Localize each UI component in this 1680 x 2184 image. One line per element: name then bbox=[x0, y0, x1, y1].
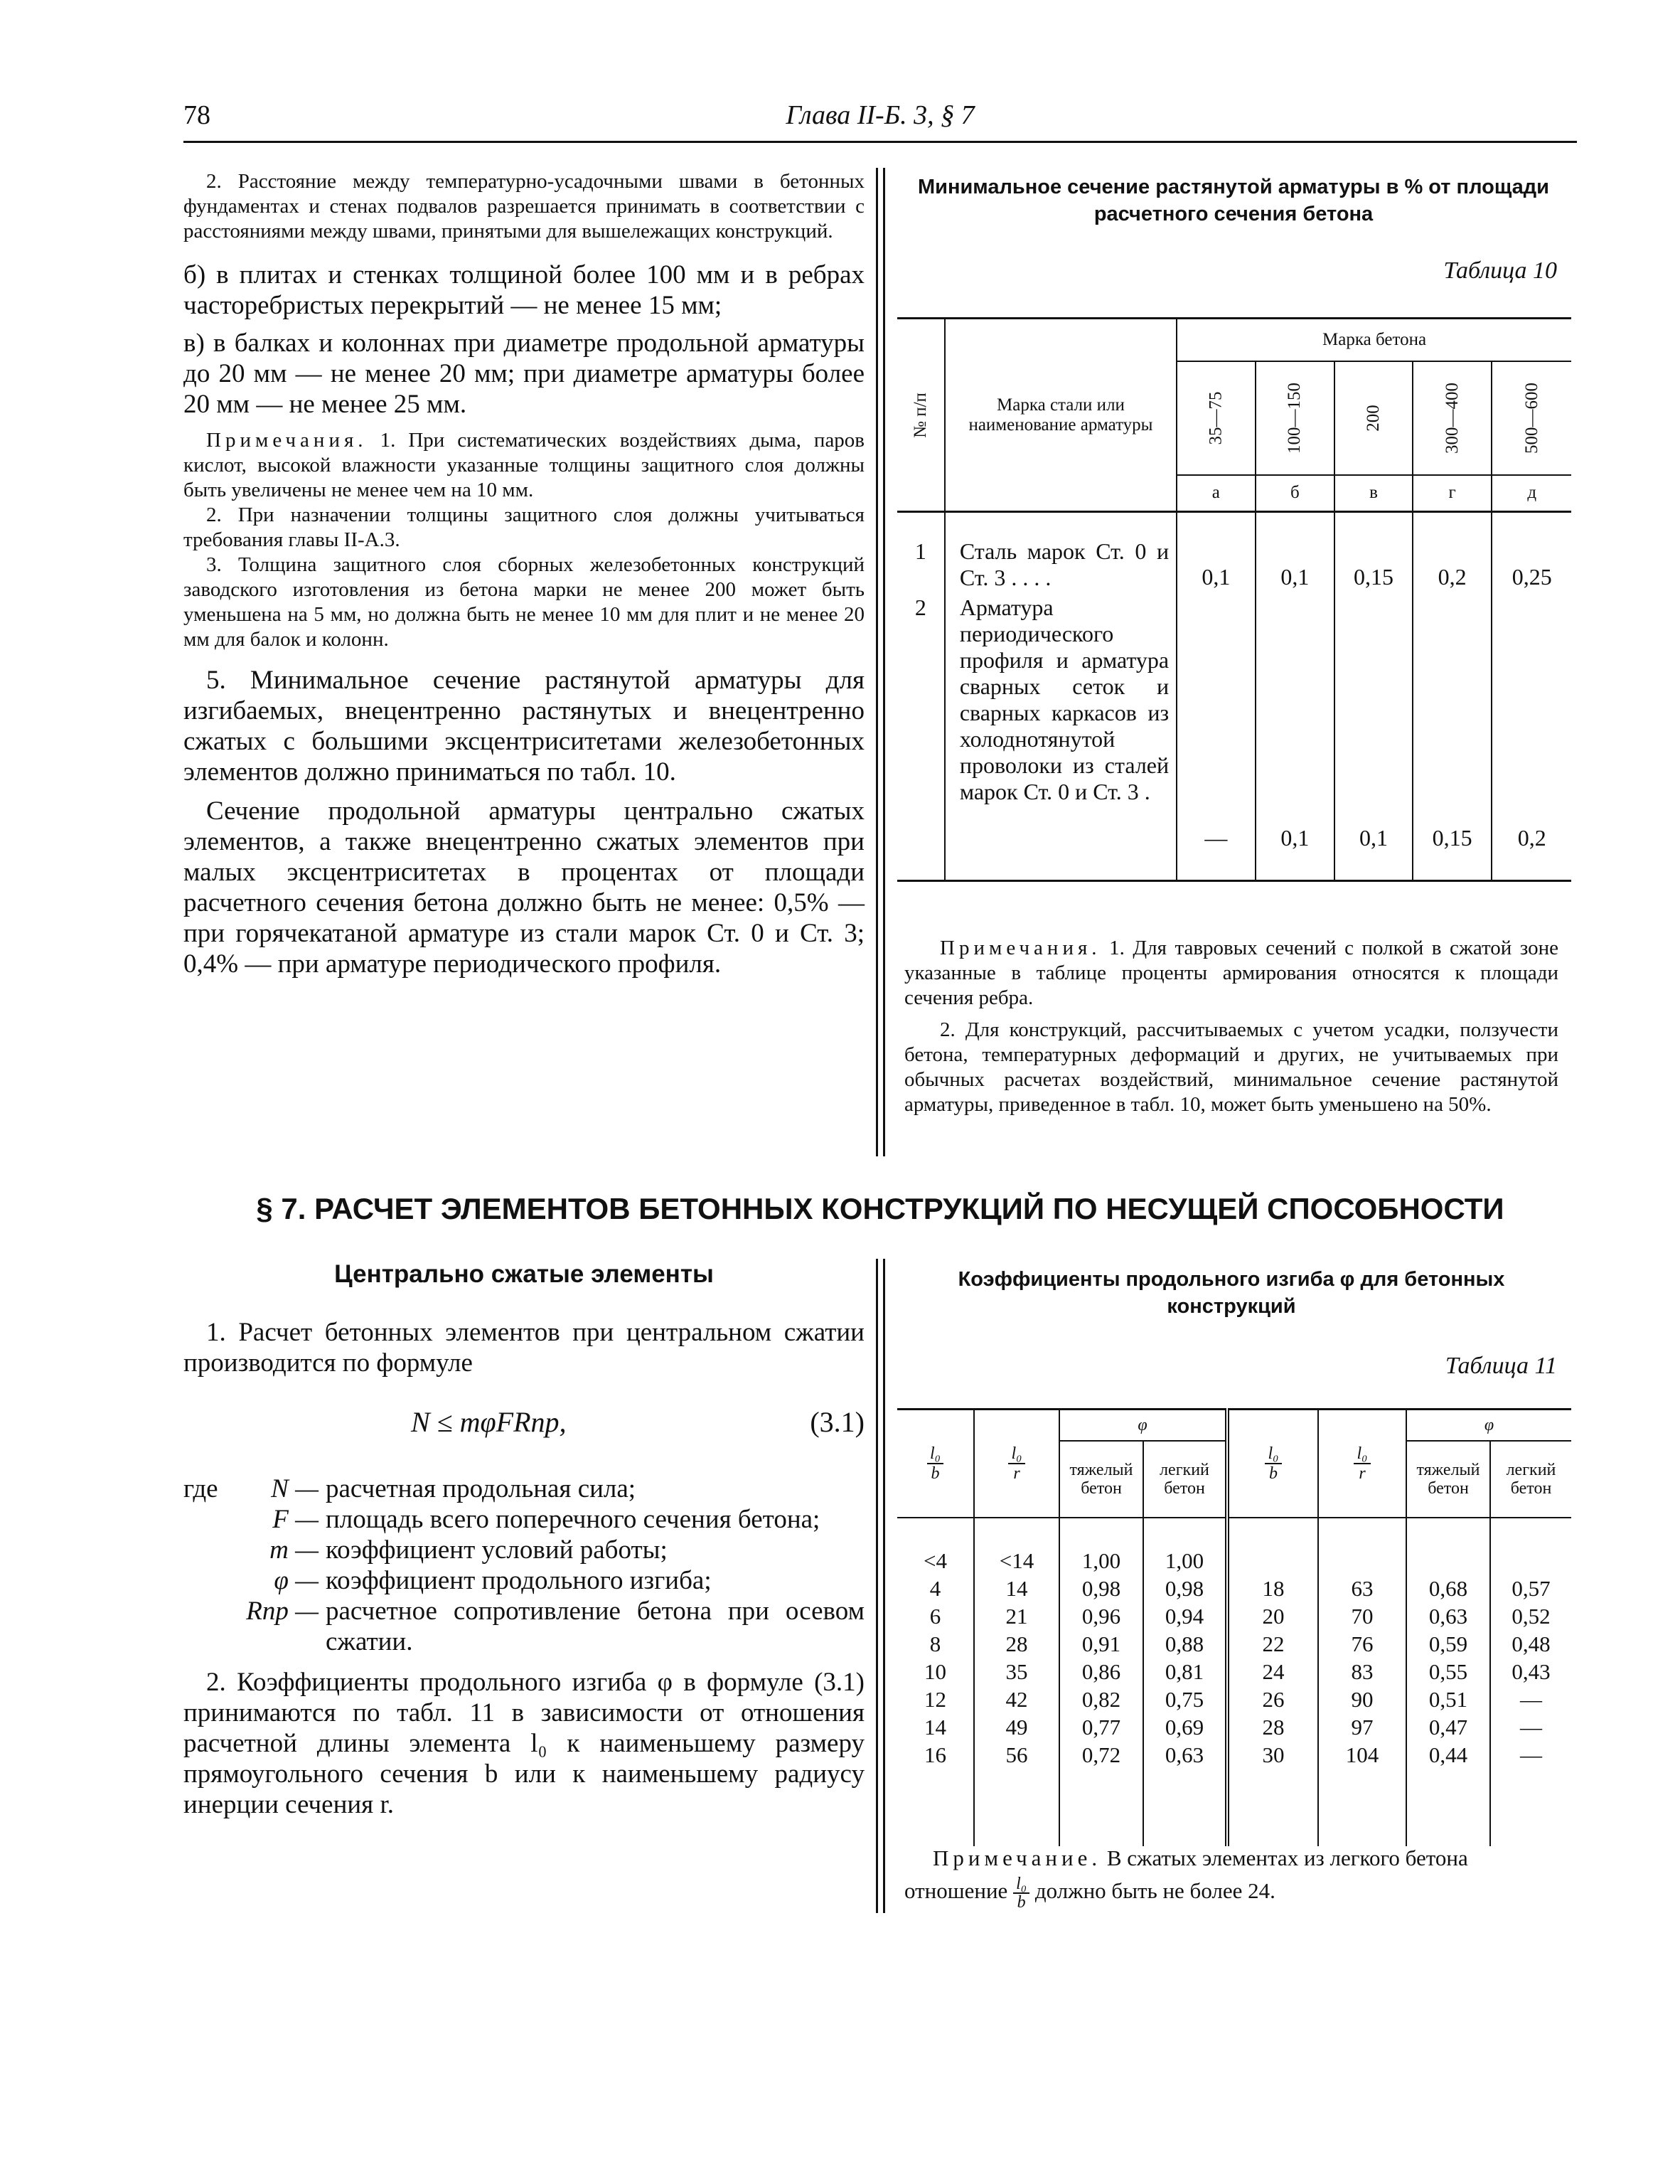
table-cell: 0,94 bbox=[1165, 1603, 1204, 1629]
table-cell: 0,68 bbox=[1428, 1575, 1468, 1601]
table-cell: 0,43 bbox=[1512, 1658, 1551, 1684]
paragraph-2b: 2. Коэффициенты продольного изгиба φ в формуле (3.1) принимаются по табл. 11 в зависимости от отношения расчетной длины элемента l₀ к наименьшему размеру прямоугольного сечения b или к наименьшему радиусу инерции сечения r. bbox=[183, 1668, 865, 1819]
grade-header: 300—400 bbox=[1413, 361, 1492, 475]
table-cell: 6 bbox=[929, 1603, 941, 1629]
table-cell bbox=[1492, 1547, 1571, 1575]
table-cell: 70 bbox=[1351, 1603, 1374, 1629]
section-title: § 7. РАСЧЕТ ЭЛЕМЕНТОВ БЕТОННЫХ КОНСТРУКЦИЙ ПО НЕСУЩЕЙ СПОСОБНОСТИ bbox=[256, 1192, 1504, 1225]
paragraph-6: Сечение продольной арматуры центрально сжатых элементов, а также внецентренно сжатых элементов при малых эксцентриситетах в процентах от площади расчетного сечения бетона должно быть не менее: 0,5% — при горячекатаной арматуре из стали марок Ст. 0 и Ст. 3; 0,4% — при арматуре периодического профиля. bbox=[183, 797, 865, 979]
t10-notes-label: Примечания. bbox=[940, 937, 1101, 959]
table-column-cell bbox=[897, 1518, 974, 1846]
subheading: Центрально сжатые элементы bbox=[334, 1260, 714, 1288]
col-l0-b-2: $\frac{\text{l₀}}{b}$ bbox=[1227, 1410, 1318, 1518]
item-b: б) в плитах и стенках толщиной более 100 мм и в ребрах часторебристых перекрытий — не менее 15 мм; bbox=[183, 260, 865, 320]
table-cell: 104 bbox=[1345, 1742, 1379, 1767]
table-cell: 0,52 bbox=[1512, 1603, 1551, 1629]
table-cell: 49 bbox=[1005, 1714, 1028, 1740]
col-l0-b: $\frac{\text{l₀}}{b}$ bbox=[897, 1410, 974, 1518]
t11-note-label: Примечание. bbox=[933, 1845, 1102, 1870]
table-cell: 0,57 bbox=[1512, 1575, 1551, 1601]
table-cell: 21 bbox=[1005, 1603, 1028, 1629]
cell-value: 0,2 bbox=[1413, 512, 1492, 595]
table-cell: 1,00 bbox=[1165, 1548, 1204, 1573]
col-no-header: № п/п bbox=[897, 319, 945, 512]
table-body-row bbox=[897, 1518, 1571, 1846]
cell-value: 0,15 bbox=[1334, 512, 1413, 595]
table-column-cell bbox=[1406, 1518, 1490, 1846]
glossary-row: F — площадь всего поперечного сечения бетона; bbox=[272, 1505, 820, 1534]
cell-value: 0,1 bbox=[1256, 512, 1335, 595]
col-heavy: тяжелый бетон bbox=[1059, 1441, 1143, 1518]
table-cell bbox=[1320, 1547, 1405, 1575]
table-cell: 0,96 bbox=[1081, 1603, 1121, 1629]
table-cell: 4 bbox=[929, 1575, 941, 1601]
table-cell: <4 bbox=[924, 1548, 947, 1573]
row-name: Арматура периодического профиля и арматура сварных сеток и сварных каркасов из холоднотянутой проволоки из сталей марок Ст. 0 и Ст. 3 . bbox=[945, 595, 1177, 881]
column-divider bbox=[876, 168, 878, 1156]
table-cell: 30 bbox=[1262, 1742, 1285, 1767]
table-cell: 20 bbox=[1262, 1603, 1285, 1629]
cell-value: 0,1 bbox=[1256, 595, 1335, 881]
left-column-bottom bbox=[183, 1317, 865, 1820]
col-light-2: легкий бетон bbox=[1490, 1441, 1571, 1518]
table-cell: — bbox=[1520, 1686, 1542, 1712]
table-cell: — bbox=[1520, 1714, 1542, 1740]
table-cell: 8 bbox=[929, 1631, 941, 1656]
page-header bbox=[183, 100, 1577, 143]
table-cell: 56 bbox=[1005, 1742, 1028, 1767]
table-cell: 76 bbox=[1351, 1631, 1374, 1656]
column-divider bbox=[883, 1259, 885, 1913]
grade-header: 500—600 bbox=[1492, 361, 1571, 475]
notes-block bbox=[183, 428, 865, 503]
table-11-caption: Коэффициенты продольного изгиба φ для бетонных конструкций bbox=[958, 1268, 1505, 1318]
grade-letter: д bbox=[1492, 475, 1571, 512]
row-number: 1 bbox=[897, 512, 945, 595]
cell-value: 0,2 bbox=[1517, 825, 1546, 851]
glossary bbox=[183, 1474, 865, 1657]
glossary-row: m — коэффициент условий работы; bbox=[269, 1535, 668, 1565]
column-divider bbox=[883, 168, 885, 1156]
col-l0-r: $\frac{\text{l₀}}{r}$ bbox=[974, 1410, 1059, 1518]
table-cell: 0,69 bbox=[1165, 1714, 1204, 1740]
cell-value: 0,25 bbox=[1512, 564, 1552, 590]
table-cell: 0,55 bbox=[1428, 1658, 1468, 1684]
table-11-label: Таблица 11 bbox=[1445, 1353, 1557, 1379]
table-10-caption: Минимальное сечение растянутой арматуры в % от площади расчетного сечения бетона bbox=[917, 176, 1550, 225]
l0-over-b: $\frac{\text{l₀}}{b}$ bbox=[1013, 1875, 1029, 1911]
table-cell: 90 bbox=[1351, 1686, 1374, 1712]
cell-value: 0,15 bbox=[1413, 595, 1492, 881]
table-cell: 12 bbox=[924, 1686, 946, 1712]
table-10 bbox=[897, 317, 1571, 882]
formula-row bbox=[183, 1407, 865, 1456]
table-cell: 0,98 bbox=[1165, 1575, 1204, 1601]
t10-note-2: 2. Для конструкций, рассчитываемых с учетом усадки, ползучести бетона, температурных деформаций и других, не учитываемых при обычных расчетах воздействий, минимальное сечение растянутой арматуры, приведенное в табл. 10, может быть уменьшено на 50%. bbox=[904, 1018, 1558, 1116]
table-row bbox=[897, 512, 1571, 595]
table-cell: 63 bbox=[1351, 1575, 1374, 1601]
grade-letter: а bbox=[1177, 475, 1255, 512]
note-3: 3. Толщина защитного слоя сборных железобетонных конструкций заводского изготовления из бетона марки не менее 200 может быть уменьшена на 5 мм, но должна быть не менее 10 мм для плит и не менее 20 мм для балок и колонн. bbox=[183, 553, 865, 651]
table-column-cell bbox=[1318, 1518, 1406, 1846]
table-cell: 10 bbox=[924, 1658, 946, 1684]
col-l0-r-2: $\frac{\text{l₀}}{r}$ bbox=[1318, 1410, 1406, 1518]
t10-note-1: 1. Для тавровых сечений с полкой в сжатой зоне указанные в таблице проценты армирования относятся к площади сечения ребра. bbox=[904, 937, 1559, 1009]
table-cell: 28 bbox=[1005, 1631, 1028, 1656]
table-cell: 0,98 bbox=[1081, 1575, 1121, 1601]
table-cell: 0,75 bbox=[1165, 1686, 1204, 1712]
cell-value: 0,1 bbox=[1177, 512, 1255, 595]
table-cell bbox=[1408, 1547, 1489, 1575]
table-cell: 0,51 bbox=[1428, 1686, 1468, 1712]
concrete-grade-header: Марка бетона bbox=[1177, 319, 1571, 361]
table-cell: <14 bbox=[999, 1548, 1034, 1573]
col-heavy-2: тяжелый бетон bbox=[1406, 1441, 1490, 1518]
glossary-row: φ — коэффициент продольного изгиба; bbox=[274, 1566, 712, 1595]
table-cell: 0,81 bbox=[1165, 1658, 1204, 1684]
grade-letter: б bbox=[1256, 475, 1335, 512]
table-cell bbox=[1230, 1547, 1317, 1575]
table-cell: 0,59 bbox=[1428, 1631, 1468, 1656]
grade-header: 200 bbox=[1334, 361, 1413, 475]
formula: N ≤ mφFRпр, bbox=[411, 1406, 567, 1438]
table-cell: 1,00 bbox=[1081, 1548, 1121, 1573]
table-cell: 0,48 bbox=[1512, 1631, 1551, 1656]
table-cell: 28 bbox=[1262, 1714, 1285, 1740]
grade-letter: г bbox=[1413, 475, 1492, 512]
row-number: 2 bbox=[897, 595, 945, 881]
table-cell: 83 bbox=[1351, 1658, 1374, 1684]
table-row bbox=[897, 595, 1571, 881]
grade-header: 100—150 bbox=[1256, 361, 1335, 475]
table-cell: 0,63 bbox=[1428, 1603, 1468, 1629]
table-column-cell bbox=[974, 1518, 1059, 1846]
table-cell: 0,77 bbox=[1081, 1714, 1121, 1740]
paragraph-2: 2. Расстояние между температурно-усадочными швами в бетонных фундаментах и стенах подвалов разрешается принимать в соответствии с расстояниями между швами, принятыми для вышележащих конструкций. bbox=[183, 170, 865, 243]
table-cell: 18 bbox=[1262, 1575, 1285, 1601]
table-cell: 0,86 bbox=[1081, 1658, 1121, 1684]
column-divider bbox=[876, 1259, 878, 1913]
table-column-cell bbox=[1227, 1518, 1318, 1846]
cell-value: — bbox=[1177, 595, 1255, 881]
table-column-cell bbox=[1143, 1518, 1227, 1846]
table-10-notes bbox=[904, 936, 1558, 1117]
table-cell: 14 bbox=[1005, 1575, 1028, 1601]
chapter-title: Глава II-Б. 3, § 7 bbox=[786, 100, 975, 130]
formula-number: (3.1) bbox=[810, 1406, 865, 1438]
table-cell: 24 bbox=[1262, 1658, 1285, 1684]
table-10-label: Таблица 10 bbox=[1443, 257, 1557, 284]
table-cell: 16 bbox=[924, 1742, 946, 1767]
glossary-row: Rпр — расчетное сопротивление бетона при осевом сжатии. bbox=[246, 1597, 865, 1656]
col-phi-2: φ bbox=[1406, 1410, 1571, 1441]
table-cell: 14 bbox=[924, 1714, 946, 1740]
table-11 bbox=[897, 1408, 1571, 1846]
table-cell: — bbox=[1520, 1742, 1542, 1767]
table-cell: 22 bbox=[1262, 1631, 1285, 1656]
table-cell: 42 bbox=[1005, 1686, 1028, 1712]
table-cell: 0,47 bbox=[1428, 1714, 1468, 1740]
paragraph-1: 1. Расчет бетонных элементов при центральном сжатии производится по формуле bbox=[183, 1318, 865, 1378]
page-number: 78 bbox=[183, 100, 210, 130]
col-phi: φ bbox=[1059, 1410, 1227, 1441]
col-steel-header: Марка стали или наименование арматуры bbox=[945, 319, 1177, 512]
table-cell: 35 bbox=[1005, 1658, 1028, 1684]
left-column-top bbox=[183, 169, 865, 979]
table-cell: 0,44 bbox=[1428, 1742, 1468, 1767]
paragraph-5: 5. Минимальное сечение растянутой арматуры для изгибаемых, внецентренно растянутых и внецентренно сжатых с большими эксцентриситетами железобетонных элементов должно приниматься по табл. 10. bbox=[183, 666, 865, 787]
table-cell: 0,88 bbox=[1165, 1631, 1204, 1656]
table-column-cell bbox=[1059, 1518, 1143, 1846]
glossary-row: где N — расчетная продольная сила; bbox=[183, 1474, 636, 1503]
note-2: 2. При назначении толщины защитного слоя должны учитываться требования главы II-А.3. bbox=[183, 504, 865, 551]
notes-label: Примечания. bbox=[206, 429, 368, 452]
table-column-cell bbox=[1490, 1518, 1571, 1846]
table-cell: 0,63 bbox=[1165, 1742, 1204, 1767]
grade-letter: в bbox=[1334, 475, 1413, 512]
table-cell: 0,91 bbox=[1081, 1631, 1121, 1656]
cell-value: 0,1 bbox=[1334, 595, 1413, 881]
table-cell: 26 bbox=[1262, 1686, 1285, 1712]
note-1: 1. При систематических воздействиях дыма, паров кислот, высокой влажности указанные толщины защитного слоя должны быть увеличены не менее чем на 10 мм. bbox=[183, 429, 865, 501]
table-cell: 0,72 bbox=[1081, 1742, 1121, 1767]
table-cell: 0,82 bbox=[1081, 1686, 1121, 1712]
grade-header: 35—75 bbox=[1177, 361, 1255, 475]
item-v: в) в балках и колоннах при диаметре продольной арматуры до 20 мм — не менее 20 мм; при диаметре арматуры более 20 мм — не менее 25 мм. bbox=[183, 329, 865, 419]
t11-note-b: должно быть не более 24. bbox=[1034, 1878, 1275, 1903]
table-11-note bbox=[904, 1842, 1558, 1911]
col-light: легкий бетон bbox=[1143, 1441, 1227, 1518]
t11-note-a: В сжатых элементах из легкого бетона отношение bbox=[904, 1845, 1468, 1903]
row-name: Сталь марок Ст. 0 и Ст. 3 . . . . bbox=[945, 512, 1177, 595]
table-cell: 97 bbox=[1351, 1714, 1374, 1740]
